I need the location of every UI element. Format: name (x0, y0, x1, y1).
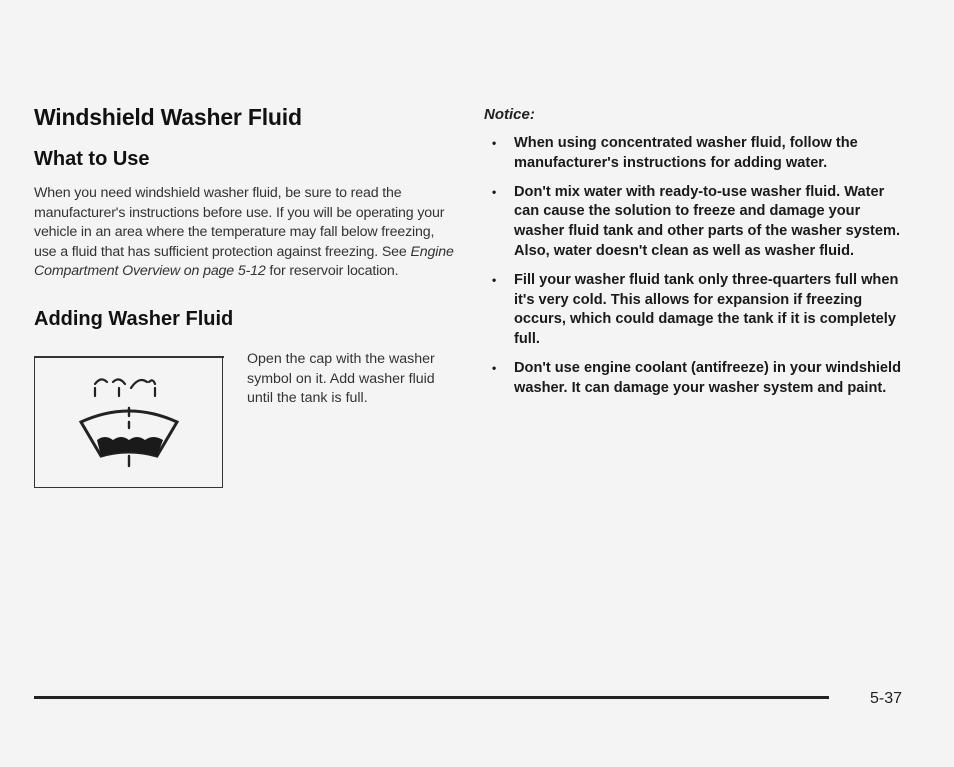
paragraph-text-end: for reservoir location. (265, 263, 399, 279)
cross-reference-link: Engine Compartment Overview on page 5-12 (34, 243, 454, 279)
notice-item (490, 271, 910, 350)
section-title: Windshield Washer Fluid (34, 104, 302, 130)
what-to-use-heading: What to Use (34, 148, 150, 170)
notice-item (490, 183, 910, 262)
footer-rule (34, 696, 829, 699)
what-to-use-paragraph (34, 184, 454, 282)
notice-item-text: Don't mix water with ready-to-use washer fluid. Water can cause the solution to freeze and damage your washer fluid tank and other parts of the washer system. Also, water doesn't clean as well as washer fluid. (514, 183, 901, 259)
adding-instructions: Open the cap with the washer symbol on it. Add washer fluid until the tank is full. (247, 351, 435, 406)
notice-item-text: Don't use engine coolant (antifreeze) in your windshield washer. It can damage your washer system and paint. (514, 359, 901, 396)
notice-title: Notice: (484, 106, 535, 123)
bullet: • (492, 360, 497, 375)
notice-list (490, 134, 910, 408)
bullet: • (492, 184, 497, 199)
paragraph-text: When you need windshield washer fluid, be sure to read the manufacturer's instructions before use. If you will be operating your vehicle in an area where the temperature may fall below freezing, use a fluid that has sufficient protection against freezing. See (34, 185, 445, 260)
bullet: • (492, 136, 497, 150)
washer-symbol-figure (34, 356, 223, 488)
bullet: • (492, 272, 497, 287)
page-number: 5-37 (870, 690, 903, 707)
adding-washer-fluid-heading: Adding Washer Fluid (34, 308, 234, 330)
notice-item (490, 134, 910, 174)
notice-item (490, 359, 910, 399)
notice-item-text: Fill your washer fluid tank only three-quarters full when it's very cold. This allows for expansion if freezing occurs, which could damage the tank if it is completely full. (514, 271, 899, 348)
windshield-washer-symbol-icon (35, 356, 224, 488)
notice-item-text: When using concentrated washer fluid, follow the manufacturer's instructions for adding water. (514, 135, 858, 171)
